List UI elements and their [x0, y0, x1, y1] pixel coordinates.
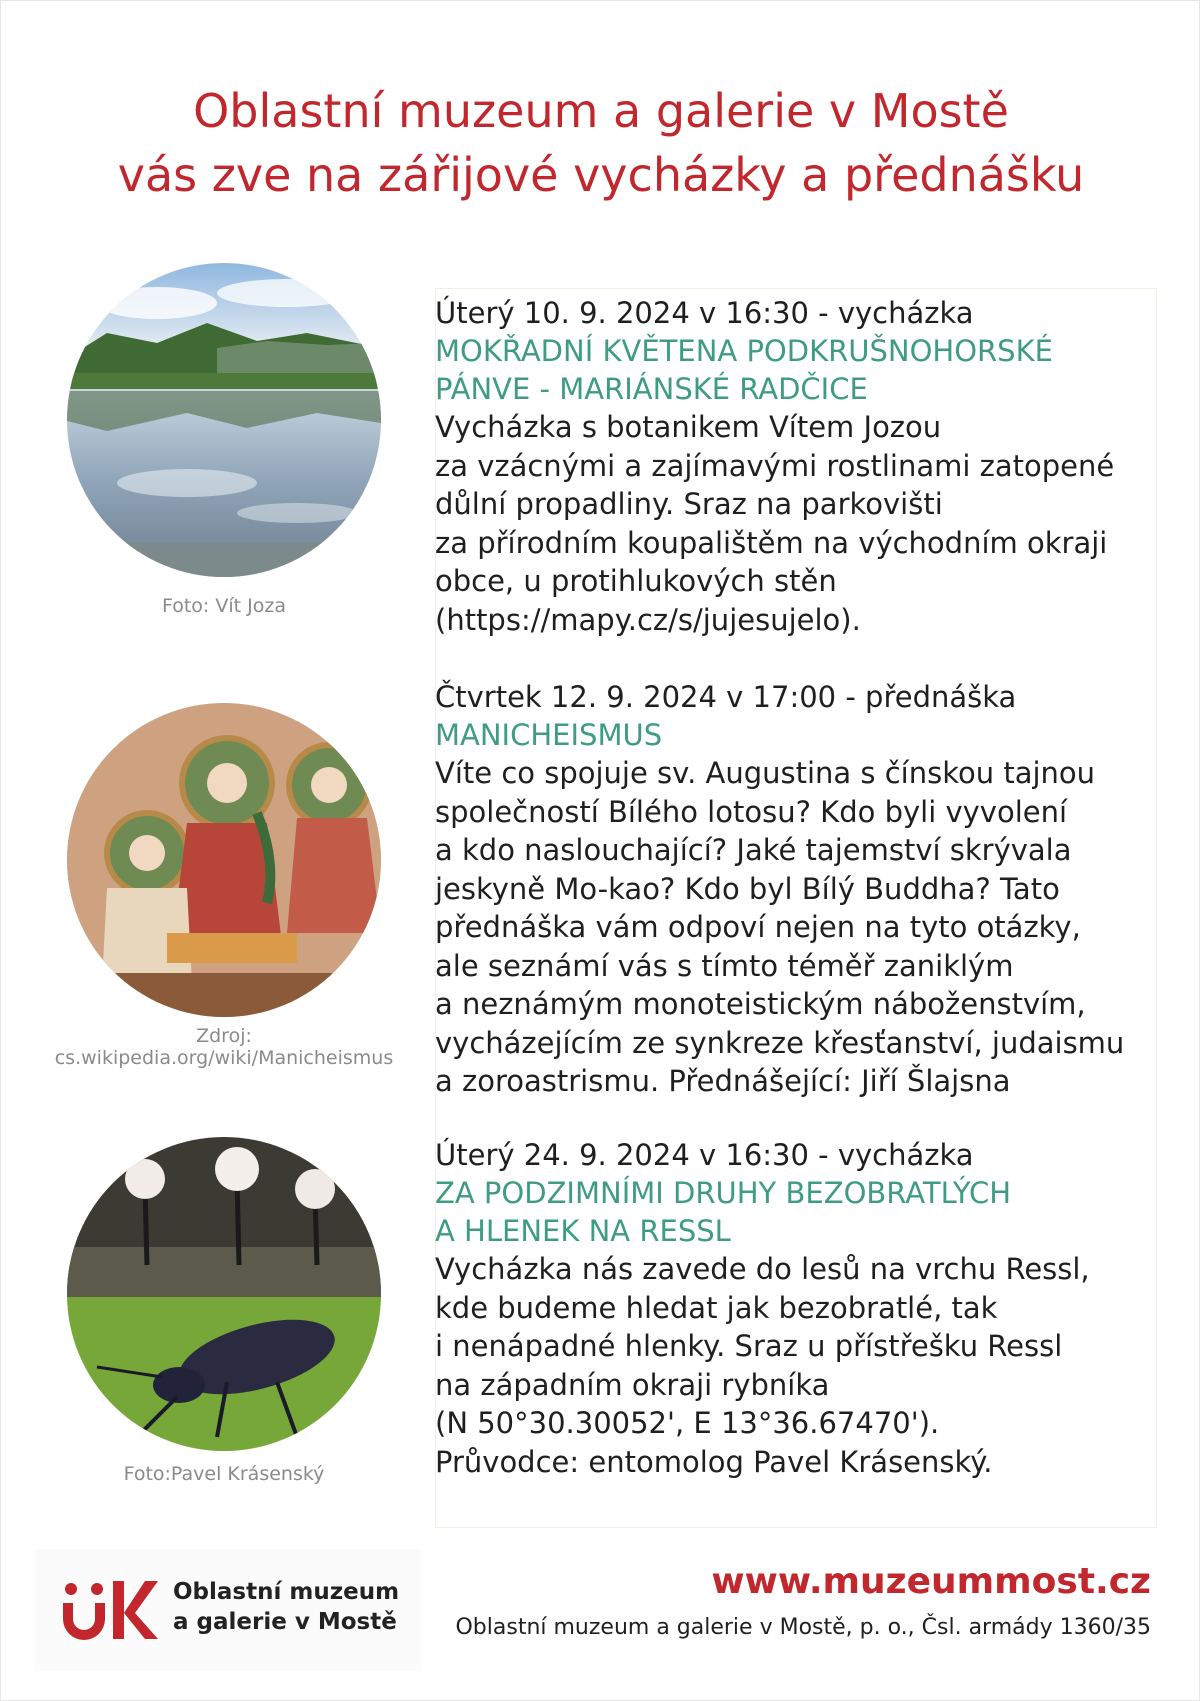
- slime-mold-and-beetle-photo: [67, 1137, 381, 1451]
- logo-text-line-1: Oblastní muzeum: [173, 1579, 400, 1605]
- description-line: jeskyně Mo-kao? Kdo byl Bílý Buddha? Tato: [435, 871, 1060, 906]
- description-line: (https://mapy.cz/s/jujesujelo).: [435, 602, 861, 637]
- website-url[interactable]: www.muzeummost.cz: [711, 1561, 1151, 1602]
- event-date: Úterý 10. 9. 2024 v 16:30 - vycházka: [435, 296, 974, 330]
- description-line: důlní propadliny. Sraz na parkovišti: [435, 487, 943, 521]
- description-line: i nenápadné hlenky. Sraz u přístřešku Ressl: [435, 1329, 1063, 1363]
- museum-address: Oblastní muzeum a galerie v Mostě, p. o., Čsl. armády 1360/35: [455, 1615, 1151, 1640]
- event-date: Čtvrtek 12. 9. 2024 v 17:00 - přednáška: [435, 680, 1017, 714]
- event-description: [435, 1250, 1165, 1481]
- description-line: za vzácnými a zajímavými rostlinami zatopené: [435, 448, 1115, 483]
- description-line: ale seznámí vás s tímto téměř zaniklým: [435, 948, 1014, 983]
- description-line: a kdo naslouchající? Jaké tajemství skrývala: [435, 833, 1072, 867]
- museum-logo-icon: [59, 1575, 159, 1645]
- description-line: společností Bílého lotosu? Kdo byli vyvolení: [435, 794, 1068, 829]
- description-line: za přírodním koupalištěm na východním okraji: [435, 525, 1108, 560]
- photo-credit-2: Zdroj: cs.wikipedia.org/wiki/Manicheismus: [54, 1025, 394, 1069]
- description-line: kde budeme hledat jak bezobratlé, tak: [435, 1290, 998, 1325]
- description-line: (N 50°30.30052', E 13°36.67470').: [435, 1406, 940, 1440]
- description-line: a neznámým monoteistickým náboženstvím,: [435, 987, 1086, 1021]
- logo-text-line-2: a galerie v Mostě: [173, 1609, 397, 1635]
- event-description: [435, 754, 1165, 1101]
- event-title-line: MANICHEISMUS: [435, 718, 663, 752]
- wetland-lake-photo: [67, 263, 381, 577]
- event-description: [435, 408, 1165, 639]
- description-line: Vycházka s botanikem Vítem Jozou: [435, 410, 942, 444]
- logo-text: [173, 1577, 399, 1637]
- description-line: přednáška vám odpoví nejen na tyto otázky,: [435, 910, 1081, 944]
- poster-title: [1, 79, 1200, 207]
- manichean-painting: [67, 703, 381, 1017]
- photo-credit-1: Foto: Vít Joza: [161, 595, 286, 617]
- title-line-2: vás zve na zářijové vycházky a přednášku: [117, 148, 1085, 202]
- event-2: [435, 678, 1165, 1101]
- event-title-line: A HLENEK NA RESSL: [435, 1214, 731, 1248]
- event-3: [435, 1136, 1165, 1481]
- title-line-1: Oblastní muzeum a galerie v Mostě: [193, 84, 1009, 138]
- description-line: Vycházka nás zavede do lesů na vrchu Ressl,: [435, 1252, 1090, 1286]
- event-1: [435, 294, 1165, 639]
- description-line: vycházejícím ze synkreze křesťanství, judaismu: [435, 1025, 1125, 1060]
- event-title-line: PÁNVE - MARIÁNSKÉ RADČICE: [435, 372, 868, 406]
- description-line: a zoroastrismu. Přednášející: Jiří Šlajsna: [435, 1064, 1011, 1098]
- event-date: Úterý 24. 9. 2024 v 16:30 - vycházka: [435, 1138, 974, 1172]
- event-title-line: MOKŘADNÍ KVĚTENA PODKRUŠNOHORSKÉ: [435, 334, 1053, 368]
- description-line: Víte co spojuje sv. Augustina s čínskou tajnou: [435, 756, 1096, 790]
- description-line: obce, u protihlukových stěn: [435, 564, 837, 598]
- description-line: Průvodce: entomolog Pavel Krásenský.: [435, 1444, 993, 1479]
- photo-credit-3: Foto:Pavel Krásenský: [123, 1463, 325, 1485]
- event-title-line: ZA PODZIMNÍMI DRUHY BEZOBRATLÝCH: [435, 1176, 1012, 1210]
- museum-logo: [35, 1549, 421, 1671]
- description-line: na západním okraji rybníka: [435, 1367, 830, 1402]
